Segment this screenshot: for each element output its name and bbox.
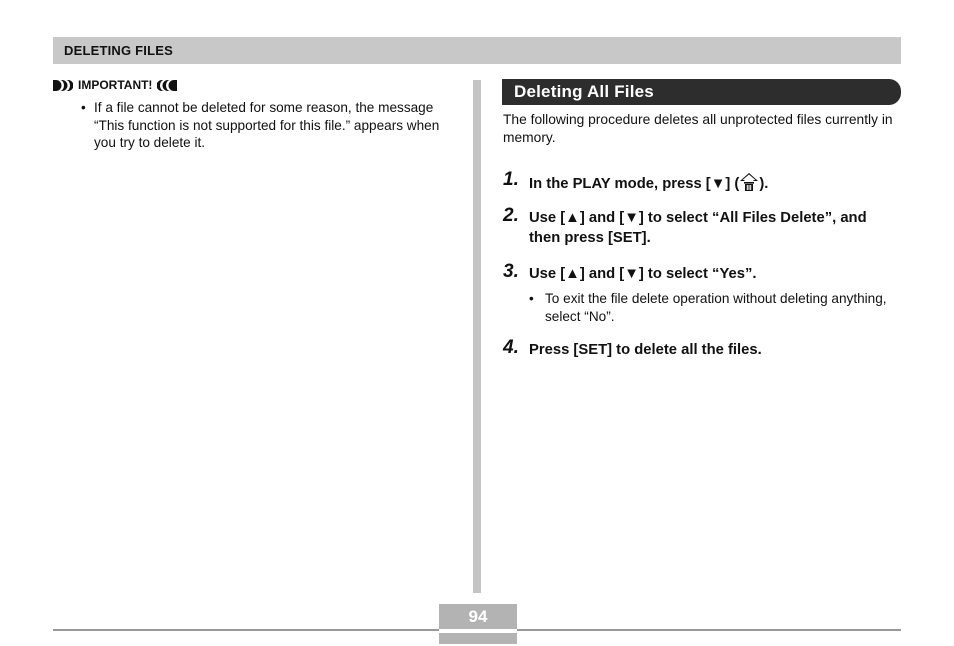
step-text [529,172,901,198]
important-label: IMPORTANT! [78,78,153,92]
step-number: 1. [503,169,519,190]
page-header-title: DELETING FILES [64,43,173,58]
step-text: Use [▲] and [▼] to select “Yes”. [529,266,757,282]
trash-icon [739,172,759,198]
arrow-right-icon [53,80,73,91]
page-number: 94 [468,607,488,626]
list-item: • If a file cannot be deleted for some reason, the message “This function is not supported for this file.” appears when you try to delete it. [81,99,453,152]
page-number-box [439,604,517,644]
step-text-part: In the PLAY mode, press [▼] ( [529,176,740,192]
step-list [503,169,901,360]
step-text-part: ). [759,176,769,192]
step-number: 2. [503,205,519,226]
important-heading [53,76,453,94]
arrow-left-icon [157,80,177,91]
section-title-bar [502,79,901,105]
step-4 [503,337,901,360]
header-bar [53,37,901,64]
column-divider [473,80,481,593]
step-text: Press [SET] to delete all the files. [529,342,762,358]
step-1 [503,169,901,208]
page-box-gap [439,629,517,633]
step-3 [503,261,901,340]
step-number: 3. [503,261,519,282]
step-note: • To exit the file delete operation without deleting anything, select “No”. [529,290,901,326]
intro-text: The following procedure deletes all unprotected files currently in memory. [503,112,893,145]
section-title: Deleting All Files [514,82,654,101]
step-2 [503,205,901,264]
important-notes [81,99,453,152]
step-number: 4. [503,337,519,358]
step-text: Use [▲] and [▼] to select “All Files Delete”, and then press [SET]. [529,210,867,246]
left-column [53,76,453,152]
